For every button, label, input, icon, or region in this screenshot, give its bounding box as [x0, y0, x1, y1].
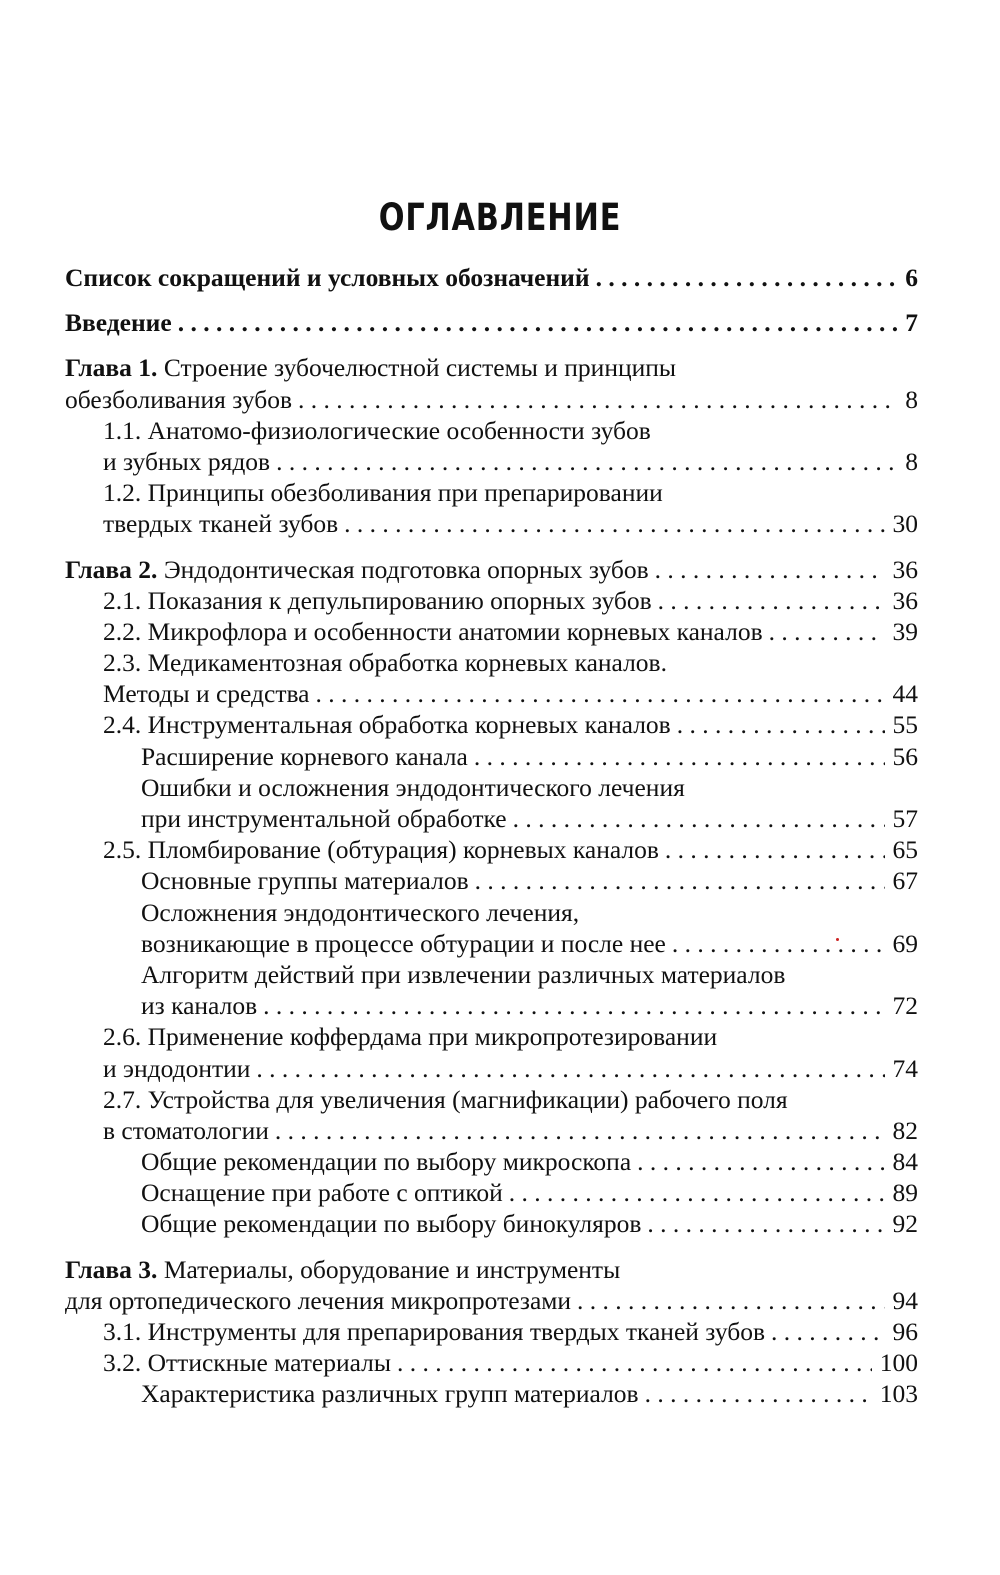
toc-entry-2-3-continuation — [65, 678, 918, 709]
toc-entry-text: 3.1. Инструменты для препарирования твердых тканей зубов — [103, 1317, 766, 1346]
dot-leader — [677, 709, 885, 740]
dot-leader — [658, 585, 885, 616]
toc-entry-text: при инструментальной обработке — [141, 804, 507, 833]
toc-page-number: 30 — [892, 509, 918, 539]
toc-entry-2-6 — [65, 1021, 918, 1052]
toc-entry-2-5-c — [65, 959, 918, 990]
toc-entry-text: 2.6. Применение коффердама при микропротезировании — [103, 1022, 718, 1052]
toc-entry-text: и зубных рядов — [103, 446, 271, 476]
toc-entry-2-7-b — [65, 1177, 918, 1208]
toc-entry-text: 2.1. Показания к депульпированию опорных зубов — [103, 585, 652, 615]
toc-entry-1-2-continuation — [65, 508, 918, 539]
toc-entry-text: Ошибки и осложнения эндодонтического лечения — [141, 772, 685, 802]
toc-page-number: 82 — [892, 1115, 918, 1145]
toc-page-number: 36 — [892, 554, 918, 584]
toc-entry-2-4-b-continuation — [65, 803, 918, 834]
toc-entry-2-5-c-continuation — [65, 990, 918, 1021]
toc-page-number: 100 — [879, 1348, 918, 1378]
dot-leader — [474, 741, 885, 772]
toc-page-number: 39 — [892, 616, 918, 646]
dot-leader — [596, 262, 898, 293]
toc-entry-2-7-continuation — [65, 1115, 918, 1146]
toc-entry-text: Общие рекомендации по выбору бинокуляров — [141, 1209, 642, 1239]
dot-leader — [256, 1053, 884, 1084]
toc-chapter-2-heading — [65, 554, 918, 585]
dot-leader — [475, 865, 885, 896]
dot-leader — [647, 1208, 884, 1239]
toc-page-number: 57 — [892, 804, 918, 833]
toc-entry-text: Список сокращений и условных обозначений — [65, 263, 590, 292]
page-title: ОГЛАВЛЕНИЕ — [378, 196, 622, 239]
dot-leader — [513, 803, 885, 834]
toc-page-number: 67 — [892, 866, 918, 896]
toc-entry-2-4-a — [65, 741, 918, 772]
toc-page-number: 8 — [905, 446, 918, 476]
dot-leader — [637, 1146, 884, 1177]
toc-page-number: 56 — [892, 741, 918, 771]
toc-entry-2-1 — [65, 585, 918, 616]
toc-entry-text: 1.2. Принципы обезболивания при препарировании — [103, 478, 663, 508]
dot-leader — [655, 554, 885, 585]
toc-page-number: 36 — [892, 585, 918, 615]
toc-page-number: 65 — [892, 835, 918, 865]
toc-page-number: 92 — [892, 1209, 918, 1239]
dot-leader — [769, 616, 885, 647]
toc-entry-text: Оснащение при работе с оптикой — [141, 1178, 503, 1208]
dot-leader — [263, 990, 884, 1021]
toc-chapter-3-heading — [65, 1254, 918, 1285]
toc-entry-2-5-a — [65, 865, 918, 896]
toc-entry-introduction — [65, 307, 918, 338]
dot-leader — [771, 1316, 884, 1347]
toc-entry-text: возникающие в процессе обтурации и после нее — [141, 928, 666, 958]
toc-entry-text — [65, 554, 649, 585]
toc-entry-text: Общие рекомендации по выбору микроскопа — [141, 1147, 632, 1177]
toc-entry-abbreviations — [65, 262, 918, 293]
toc-entry-text: Алгоритм действий при извлечении различных материалов — [141, 959, 786, 989]
dot-leader — [298, 384, 897, 415]
toc-entry-1-2 — [65, 477, 918, 508]
toc-entry-2-5-b-continuation — [65, 928, 918, 959]
toc-entry-2-5 — [65, 834, 918, 865]
table-of-contents — [65, 262, 918, 1410]
toc-page-number: 84 — [892, 1147, 918, 1177]
toc-page-number: 96 — [892, 1317, 918, 1346]
dot-leader — [577, 1285, 884, 1316]
toc-entry-text: Материалы, оборудование и инструменты — [163, 1254, 621, 1284]
toc-entry-text: для ортопедического лечения микропротезами — [65, 1285, 572, 1315]
toc-entry-text: Основные группы материалов — [141, 866, 469, 896]
toc-page-number: 7 — [905, 308, 918, 338]
toc-page-number: 74 — [892, 1053, 918, 1083]
toc-chapter-1-heading — [65, 352, 918, 383]
toc-entry-text: 2.5. Пломбирование (обтурация) корневых каналов — [103, 835, 659, 865]
toc-entry-2-3 — [65, 647, 918, 678]
toc-entry-text: обезболивания зубов — [65, 384, 292, 414]
toc-page-number: 103 — [879, 1379, 918, 1409]
toc-entry-2-6-continuation — [65, 1053, 918, 1084]
dot-leader — [316, 678, 885, 709]
dot-leader — [178, 307, 898, 338]
toc-chapter-3-continuation — [65, 1285, 918, 1316]
toc-entry-text: 2.2. Микрофлора и особенности анатомии корневых каналов — [103, 616, 763, 646]
toc-entry-text: 2.4. Инструментальная обработка корневых каналов — [103, 710, 671, 740]
chapter-label: Глава 2. — [65, 554, 158, 584]
chapter-title: Эндодонтическая подготовка опорных зубов — [163, 554, 649, 584]
dot-leader — [509, 1177, 885, 1208]
toc-entry-3-2 — [65, 1347, 918, 1378]
toc-entry-2-2 — [65, 616, 918, 647]
dot-leader — [397, 1347, 872, 1378]
toc-chapter-1-continuation — [65, 384, 918, 415]
toc-entry-text: 2.7. Устройства для увеличения (магнификации) рабочего поля — [103, 1084, 788, 1114]
toc-entry-text: Методы и средства — [103, 679, 310, 709]
toc-entry-3-2-a — [65, 1378, 918, 1409]
toc-page-number: 94 — [892, 1285, 918, 1315]
dot-leader — [276, 446, 897, 477]
toc-entry-text: 3.2. Оттискные материалы — [103, 1348, 392, 1378]
toc-entry-2-4 — [65, 709, 918, 740]
toc-page-number: 72 — [892, 991, 918, 1021]
toc-entry-text: 2.3. Медикаментозная обработка корневых каналов. — [103, 648, 667, 678]
toc-entry-text: Введение — [65, 308, 172, 338]
toc-entry-2-5-b — [65, 897, 918, 928]
toc-entry-1-1-continuation — [65, 446, 918, 477]
toc-entry-text: 1.1. Анатомо-физиологические особенности зубов — [103, 415, 651, 445]
dot-leader — [645, 1378, 872, 1409]
toc-entry-3-1 — [65, 1316, 918, 1347]
toc-page-number: 8 — [905, 384, 918, 414]
dot-leader — [672, 928, 885, 959]
toc-entry-2-4-b — [65, 772, 918, 803]
toc-entry-2-7-c — [65, 1208, 918, 1239]
toc-entry-text: Строение зубочелюстной системы и принципы — [163, 353, 677, 383]
toc-entry-text: Расширение корневого канала — [141, 741, 468, 771]
toc-entry-text: твердых тканей зубов — [103, 509, 339, 539]
toc-entry-2-7-a — [65, 1146, 918, 1177]
toc-entry-2-7 — [65, 1084, 918, 1115]
dot-leader — [665, 834, 885, 865]
chapter-label: Глава 1. — [65, 353, 158, 383]
toc-page-number: 89 — [892, 1178, 918, 1208]
toc-entry-1-1 — [65, 415, 918, 446]
dot-leader — [344, 508, 884, 539]
toc-page-number: 69 — [892, 928, 918, 958]
toc-entry-text: в стоматологии — [103, 1115, 269, 1145]
chapter-label: Глава 3. — [65, 1254, 158, 1284]
toc-entry-text: Характеристика различных групп материалов — [141, 1379, 639, 1409]
toc-entry-text: Осложнения эндодонтического лечения, — [141, 897, 580, 927]
toc-page-number: 44 — [892, 679, 918, 709]
dot-leader — [275, 1115, 885, 1146]
ink-speck — [836, 938, 839, 941]
toc-page-number: 55 — [892, 710, 918, 740]
toc-entry-text: из каналов — [141, 991, 258, 1021]
toc-entry-text: и эндодонтии — [103, 1053, 251, 1083]
toc-page-number: 6 — [905, 263, 918, 292]
